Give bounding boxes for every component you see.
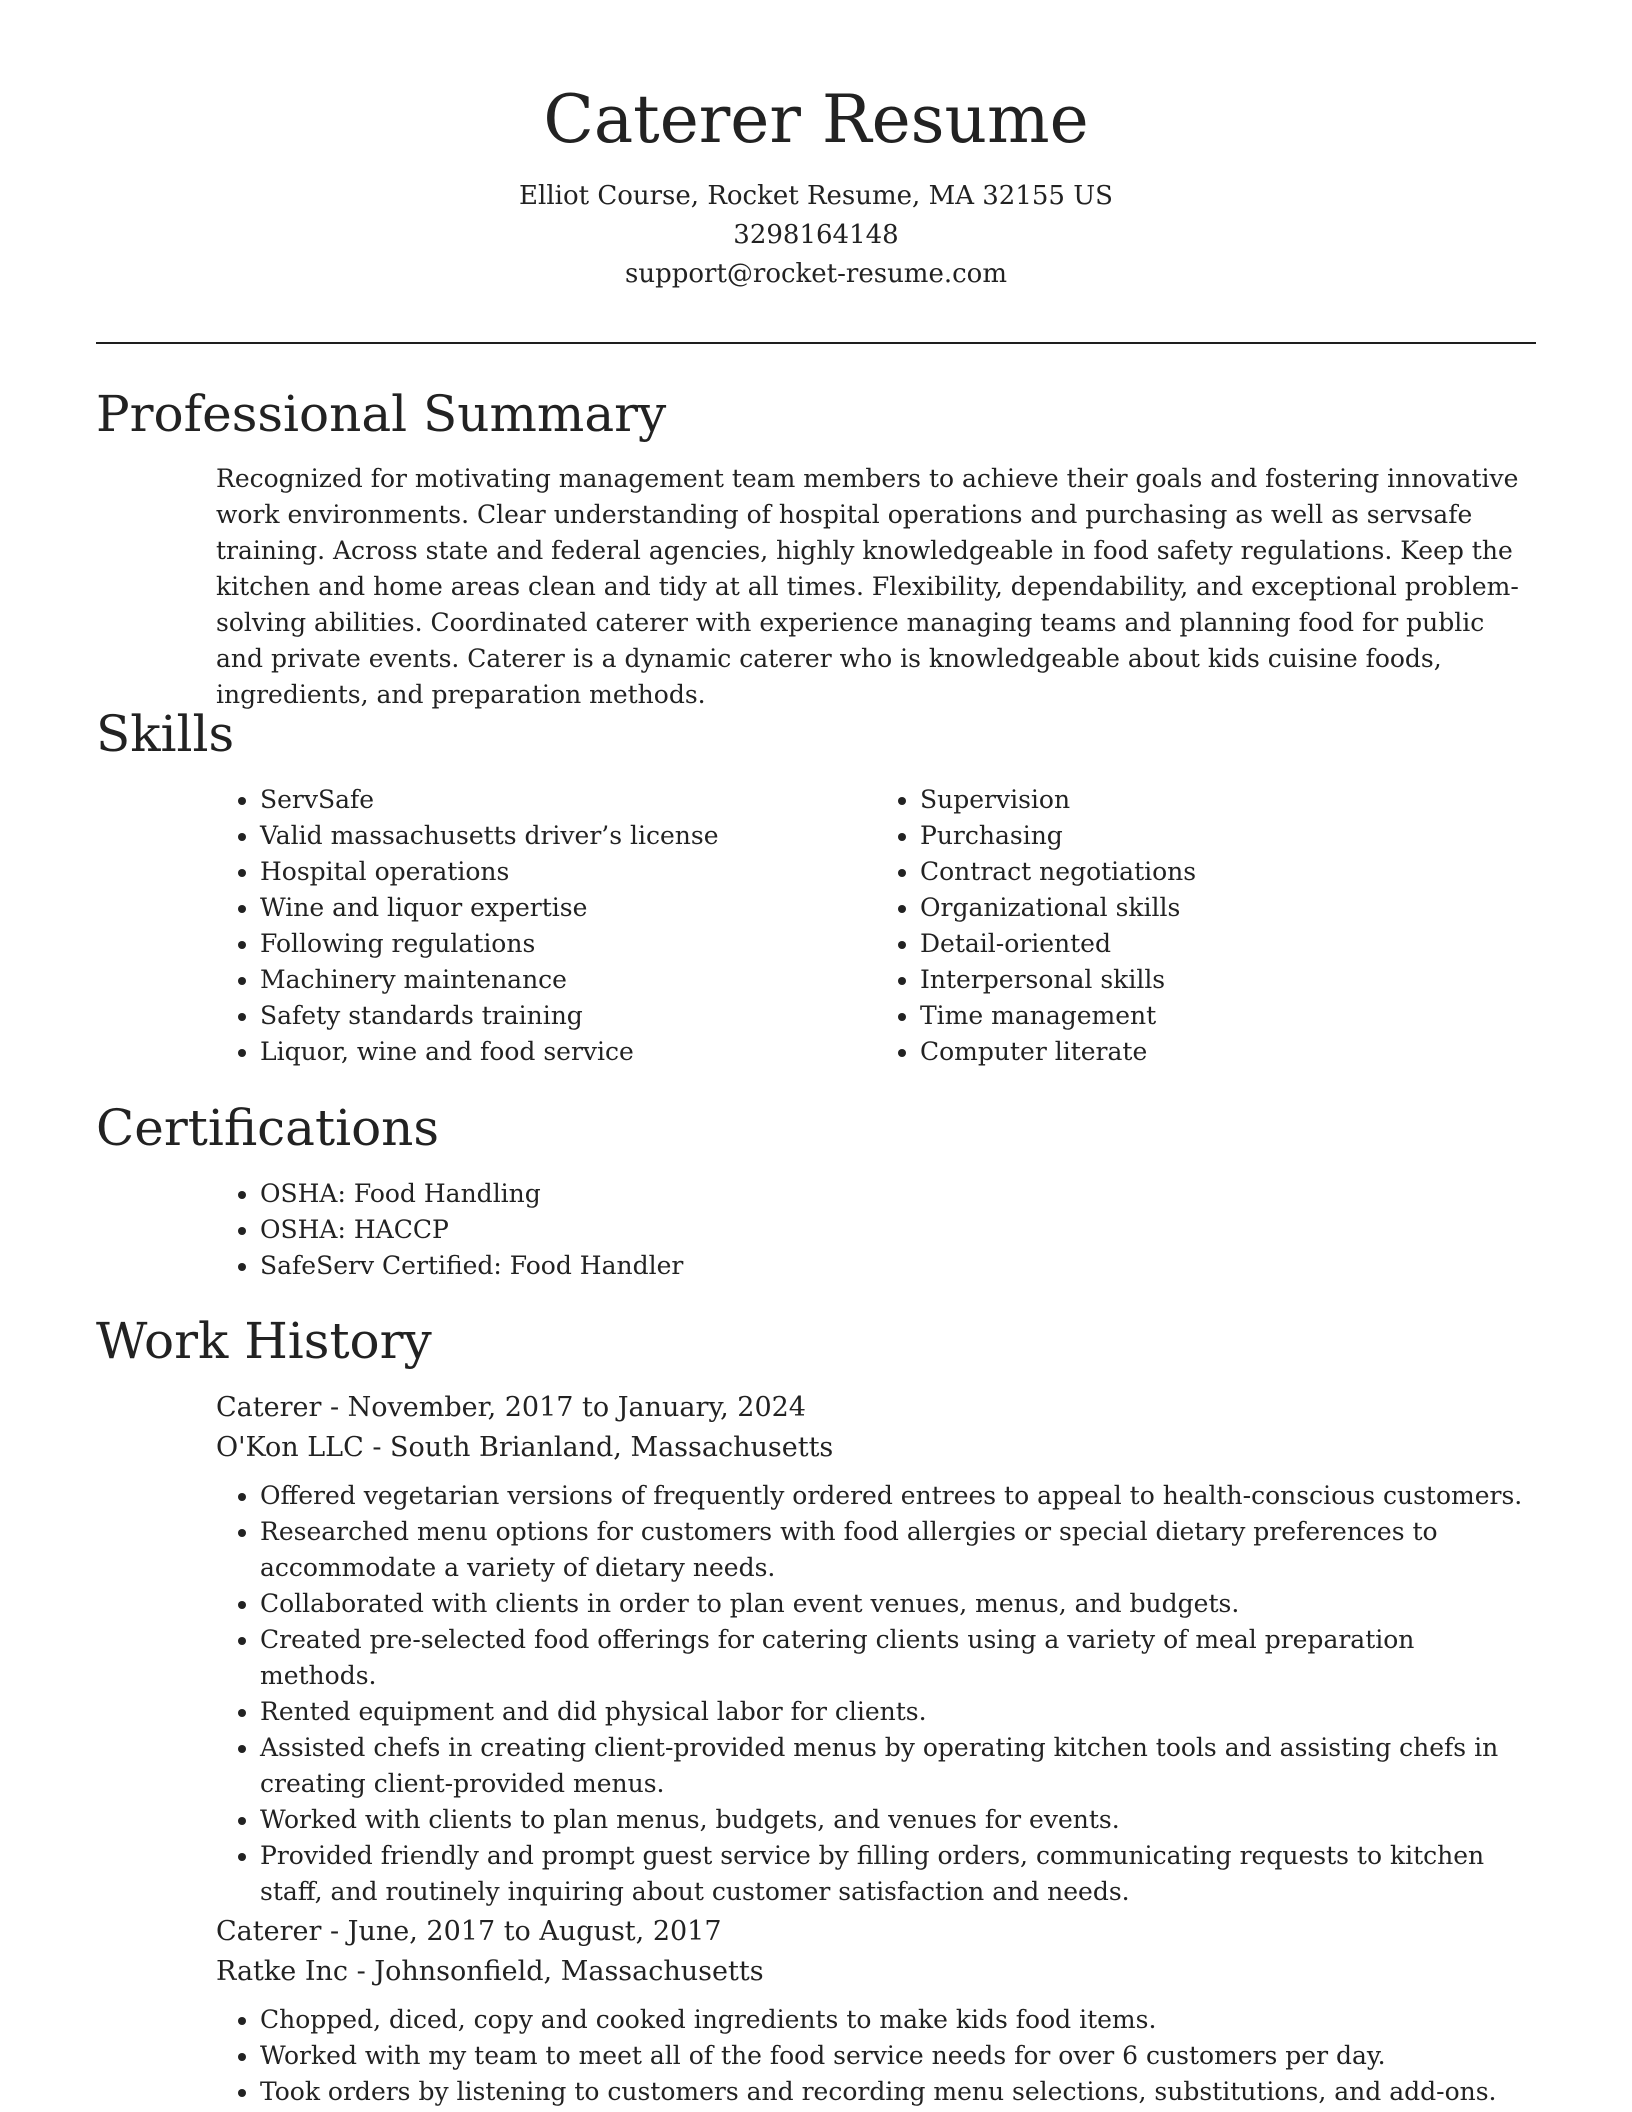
section-title-work-history: Work History <box>96 1312 432 1370</box>
job-bullet: • Worked with my team to meet all of the food service needs for over 6 customers per day. <box>260 2038 1536 2074</box>
skill-item: • Wine and liquor expertise <box>260 890 876 926</box>
skill-item: • Hospital operations <box>260 854 876 890</box>
job-bullet: • Researched menu options for customers with food allergies or special dietary preferences to accommodate a variety of dietary needs. <box>260 1514 1536 1586</box>
summary-block <box>216 461 1536 713</box>
job-bullet: • Offered vegetarian versions of frequently ordered entrees to appeal to health-conscious customers. <box>260 1478 1536 1514</box>
certifications-block <box>216 1176 1536 1284</box>
header-divider <box>96 342 1536 344</box>
job-bullet: • Rented equipment and did physical labor for clients. <box>260 1694 1536 1730</box>
skill-item: • Contract negotiations <box>920 854 1536 890</box>
skills-list-left <box>216 782 876 1070</box>
skill-item: • Organizational skills <box>920 890 1536 926</box>
contact-email: support@rocket-resume.com <box>624 259 1007 290</box>
skill-item: • Following regulations <box>260 926 876 962</box>
job-bullet: • Took orders by listening to customers and recording menu selections, substitutions, and add-ons. <box>260 2074 1536 2110</box>
job-bullets <box>216 1478 1536 1910</box>
skill-item: • Computer literate <box>920 1034 1536 1070</box>
skill-item: • Safety standards training <box>260 998 876 1034</box>
skill-item: • Valid massachusetts driver’s license <box>260 818 876 854</box>
certification-item: • SafeServ Certified: Food Handler <box>260 1248 1536 1284</box>
job-bullet: • Provided friendly and prompt guest service by filling orders, communicating requests to kitchen staff, and routinely inquiring about customer satisfaction and needs. <box>260 1838 1536 1910</box>
job-entry <box>216 1388 1536 1910</box>
skill-item: • Supervision <box>920 782 1536 818</box>
job-company-line: O'Kon LLC - South Brianland, Massachusetts <box>216 1432 834 1463</box>
contact-address: Elliot Course, Rocket Resume, MA 32155 US <box>519 181 1113 212</box>
section-title-skills: Skills <box>96 705 235 763</box>
skills-block <box>216 782 1536 1070</box>
skill-item: • Time management <box>920 998 1536 1034</box>
summary-text: Recognized for motivating management team members to achieve their goals and fostering innovative work environments. Clear understanding of hospital operations and purchasing as well as servsafe training. Across state and federal agencies, highly knowledgeable in food safety regulations. Keep the kitchen and home areas clean and tidy at all times. Flexibility, dependability, and exceptional problem-solving abilities. Coordinated caterer with experience managing teams and planning food for public and private events. Caterer is a dynamic caterer who is knowledgeable about kids cuisine foods, ingredients, and preparation methods. <box>216 464 1519 709</box>
job-title-line: Caterer - June, 2017 to August, 2017 <box>216 1916 722 1947</box>
skill-item: • Liquor, wine and food service <box>260 1034 876 1070</box>
section-title-professional-summary: Professional Summary <box>96 385 667 443</box>
job-company-line: Ratke Inc - Johnsonfield, Massachusetts <box>216 1956 764 1987</box>
skills-grid <box>216 782 1536 1070</box>
resume-header <box>96 80 1536 294</box>
job-bullet: • Chopped, diced, copy and cooked ingredients to make kids food items. <box>260 2002 1536 2038</box>
job-bullet: • Worked with clients to plan menus, budgets, and venues for events. <box>260 1802 1536 1838</box>
skill-item: • Detail-oriented <box>920 926 1536 962</box>
skills-list-right <box>876 782 1536 1070</box>
certification-item: • OSHA: Food Handling <box>260 1176 1536 1212</box>
certification-item: • OSHA: HACCP <box>260 1212 1536 1248</box>
job-bullet: • Collaborated with clients in order to plan event venues, menus, and budgets. <box>260 1586 1536 1622</box>
job-entry <box>216 1912 1536 2110</box>
section-title-certifications: Certifications <box>96 1099 440 1157</box>
job-bullet: • Assisted chefs in creating client-provided menus by operating kitchen tools and assisting chefs in creating client-provided menus. <box>260 1730 1536 1802</box>
skill-item: • Machinery maintenance <box>260 962 876 998</box>
job-bullets <box>216 2002 1536 2110</box>
job-bullet: • Created pre-selected food offerings for catering clients using a variety of meal preparation methods. <box>260 1622 1536 1694</box>
skill-item: • ServSafe <box>260 782 876 818</box>
skill-item: • Interpersonal skills <box>920 962 1536 998</box>
job-title-line: Caterer - November, 2017 to January, 2024 <box>216 1392 806 1423</box>
certifications-list <box>216 1176 1536 1284</box>
contact-phone: 3298164148 <box>733 220 899 251</box>
page-title: Caterer Resume <box>543 81 1089 158</box>
skill-item: • Purchasing <box>920 818 1536 854</box>
contact-info <box>96 177 1536 294</box>
